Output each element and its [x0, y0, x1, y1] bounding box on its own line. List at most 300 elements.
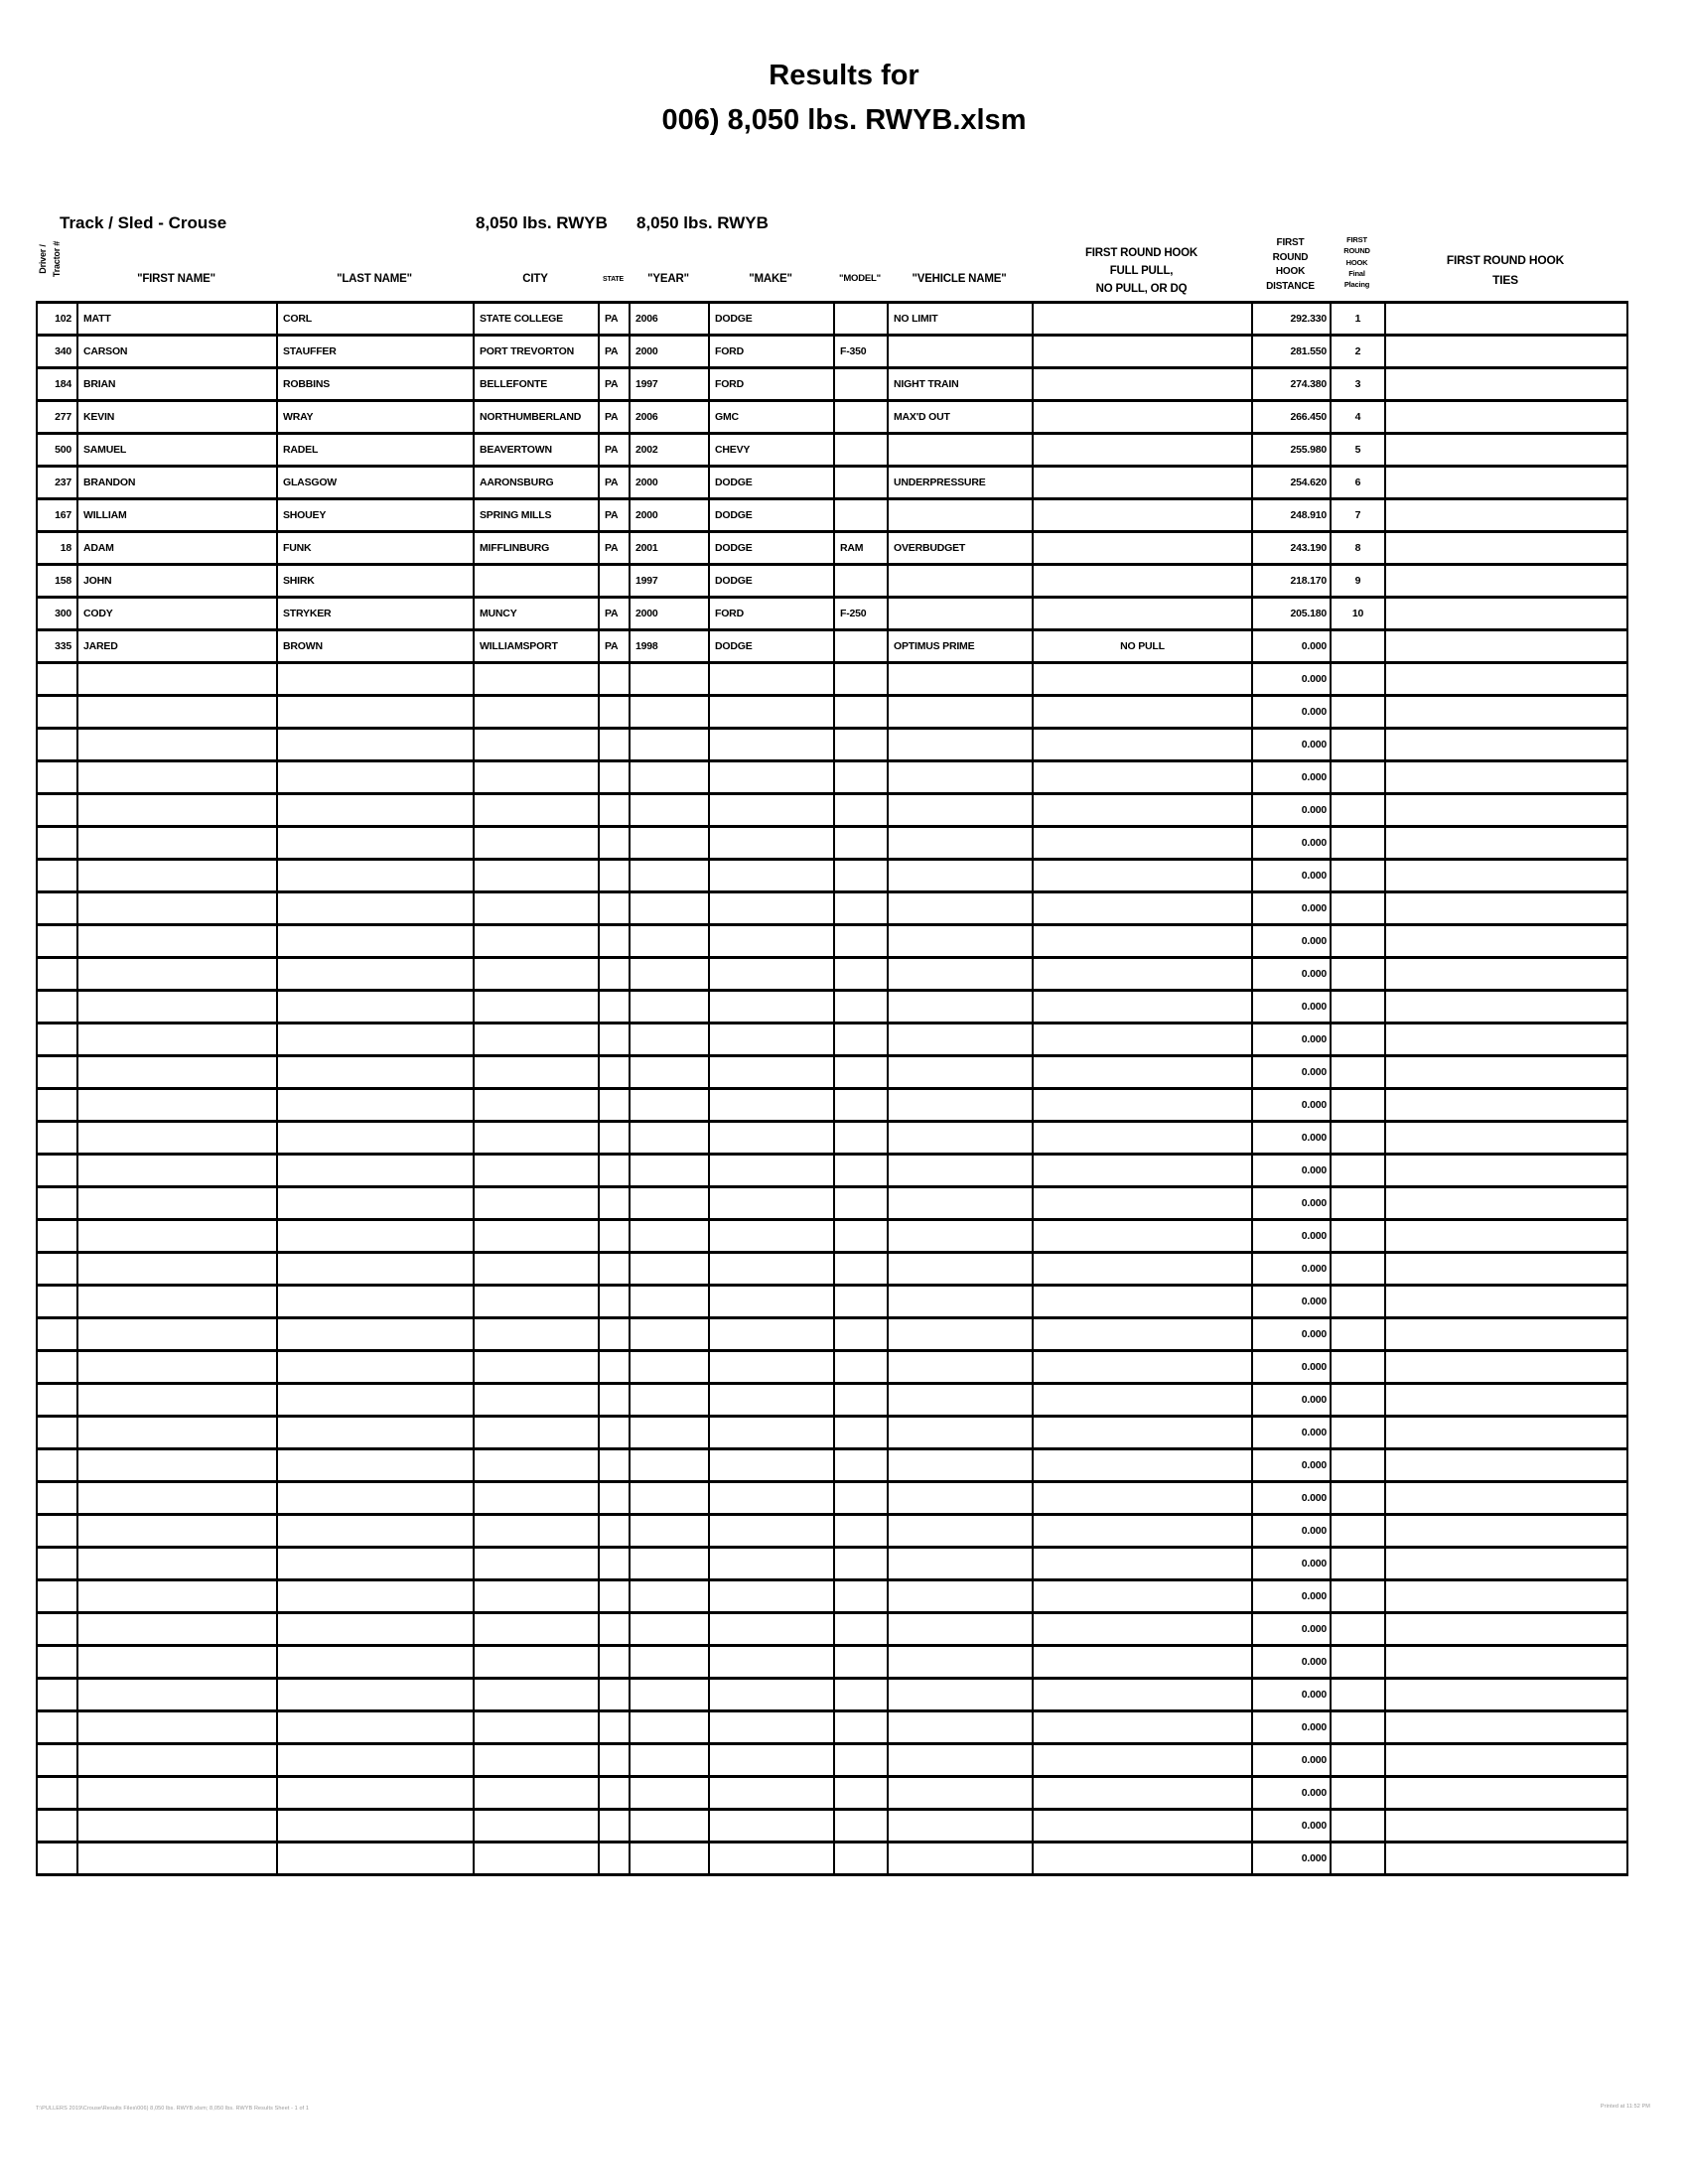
- cell-driver-number: [37, 1613, 77, 1646]
- cell-last-name: [277, 991, 474, 1024]
- cell-state: [599, 696, 630, 729]
- cell-last-name: [277, 1548, 474, 1580]
- cell-year: [630, 1711, 709, 1744]
- cell-last-name: [277, 794, 474, 827]
- cell-year: 2001: [630, 532, 709, 565]
- cell-placing: [1331, 1515, 1385, 1548]
- cell-full-pull: [1033, 1449, 1252, 1482]
- cell-distance: 0.000: [1252, 1318, 1331, 1351]
- cell-first-name: [77, 1613, 277, 1646]
- cell-last-name: [277, 1187, 474, 1220]
- cell-distance: 0.000: [1252, 1482, 1331, 1515]
- cell-ties: [1385, 761, 1627, 794]
- cell-year: 2006: [630, 303, 709, 336]
- table-row: [37, 1810, 1627, 1843]
- cell-year: [630, 761, 709, 794]
- cell-make: [709, 1679, 834, 1711]
- cell-vehicle-name: [888, 1253, 1033, 1286]
- cell-make: [709, 1318, 834, 1351]
- table-row: [37, 1417, 1627, 1449]
- cell-city: [474, 1810, 599, 1843]
- column-header-year: "YEAR": [647, 273, 689, 285]
- cell-model: [834, 1613, 888, 1646]
- cell-model: [834, 1777, 888, 1810]
- cell-year: [630, 991, 709, 1024]
- cell-state: [599, 1515, 630, 1548]
- cell-city: PORT TREVORTON: [474, 336, 599, 368]
- cell-full-pull: [1033, 565, 1252, 598]
- cell-last-name: STRYKER: [277, 598, 474, 630]
- cell-distance: 0.000: [1252, 696, 1331, 729]
- table-row: [37, 1777, 1627, 1810]
- cell-last-name: [277, 958, 474, 991]
- cell-vehicle-name: [888, 761, 1033, 794]
- cell-make: [709, 1384, 834, 1417]
- cell-year: 2000: [630, 467, 709, 499]
- cell-vehicle-name: [888, 1613, 1033, 1646]
- cell-distance: 0.000: [1252, 630, 1331, 663]
- cell-state: [599, 892, 630, 925]
- cell-model: [834, 958, 888, 991]
- cell-last-name: [277, 1286, 474, 1318]
- table-row: [37, 1613, 1627, 1646]
- cell-state: [599, 663, 630, 696]
- cell-full-pull: [1033, 1744, 1252, 1777]
- cell-state: [599, 1286, 630, 1318]
- cell-city: BEAVERTOWN: [474, 434, 599, 467]
- cell-ties: [1385, 794, 1627, 827]
- cell-full-pull: [1033, 729, 1252, 761]
- cell-model: [834, 499, 888, 532]
- cell-full-pull: [1033, 1220, 1252, 1253]
- cell-driver-number: 237: [37, 467, 77, 499]
- cell-city: [474, 663, 599, 696]
- cell-distance: 0.000: [1252, 1253, 1331, 1286]
- cell-make: DODGE: [709, 565, 834, 598]
- cell-year: [630, 1089, 709, 1122]
- cell-state: PA: [599, 303, 630, 336]
- cell-model: [834, 991, 888, 1024]
- cell-year: [630, 827, 709, 860]
- cell-driver-number: [37, 925, 77, 958]
- table-row: [37, 1744, 1627, 1777]
- cell-placing: [1331, 1024, 1385, 1056]
- cell-full-pull: [1033, 1351, 1252, 1384]
- table-row: [37, 794, 1627, 827]
- cell-vehicle-name: [888, 892, 1033, 925]
- cell-distance: 0.000: [1252, 1089, 1331, 1122]
- cell-driver-number: [37, 1351, 77, 1384]
- cell-city: [474, 1187, 599, 1220]
- cell-last-name: [277, 761, 474, 794]
- cell-driver-number: 335: [37, 630, 77, 663]
- cell-first-name: [77, 1155, 277, 1187]
- cell-state: [599, 1187, 630, 1220]
- cell-ties: [1385, 1515, 1627, 1548]
- cell-distance: 0.000: [1252, 1810, 1331, 1843]
- cell-ties: [1385, 1646, 1627, 1679]
- cell-placing: 5: [1331, 434, 1385, 467]
- cell-model: [834, 1810, 888, 1843]
- cell-state: [599, 1580, 630, 1613]
- cell-ties: [1385, 729, 1627, 761]
- cell-first-name: [77, 1384, 277, 1417]
- cell-year: [630, 729, 709, 761]
- cell-ties: [1385, 1777, 1627, 1810]
- cell-state: [599, 1548, 630, 1580]
- cell-driver-number: [37, 860, 77, 892]
- cell-model: [834, 827, 888, 860]
- cell-model: [834, 860, 888, 892]
- cell-model: [834, 1580, 888, 1613]
- cell-driver-number: 500: [37, 434, 77, 467]
- column-header-vehicle-name: "VEHICLE NAME": [912, 273, 1007, 285]
- cell-driver-number: 158: [37, 565, 77, 598]
- cell-placing: 2: [1331, 336, 1385, 368]
- cell-model: [834, 630, 888, 663]
- cell-full-pull: [1033, 401, 1252, 434]
- cell-model: [834, 303, 888, 336]
- table-row: [37, 1580, 1627, 1613]
- cell-full-pull: [1033, 892, 1252, 925]
- cell-last-name: [277, 729, 474, 761]
- cell-first-name: BRANDON: [77, 467, 277, 499]
- cell-ties: [1385, 565, 1627, 598]
- cell-city: [474, 1155, 599, 1187]
- cell-driver-number: [37, 1646, 77, 1679]
- cell-first-name: [77, 696, 277, 729]
- column-header-ties: FIRST ROUND HOOK TIES: [1446, 253, 1565, 288]
- cell-vehicle-name: [888, 1417, 1033, 1449]
- cell-ties: [1385, 1384, 1627, 1417]
- cell-vehicle-name: [888, 565, 1033, 598]
- table-row: [37, 1449, 1627, 1482]
- cell-year: 2002: [630, 434, 709, 467]
- cell-placing: [1331, 1384, 1385, 1417]
- cell-first-name: [77, 1711, 277, 1744]
- cell-last-name: FUNK: [277, 532, 474, 565]
- cell-first-name: KEVIN: [77, 401, 277, 434]
- cell-city: [474, 1384, 599, 1417]
- cell-distance: 0.000: [1252, 1613, 1331, 1646]
- column-header-state: STATE: [603, 276, 624, 283]
- page-title-line2: 006) 8,050 lbs. RWYB.xlsm: [661, 104, 1027, 136]
- cell-last-name: [277, 663, 474, 696]
- cell-full-pull: [1033, 1253, 1252, 1286]
- cell-state: PA: [599, 368, 630, 401]
- cell-vehicle-name: [888, 1646, 1033, 1679]
- cell-last-name: [277, 1253, 474, 1286]
- cell-full-pull: [1033, 1187, 1252, 1220]
- cell-driver-number: [37, 991, 77, 1024]
- cell-first-name: [77, 1679, 277, 1711]
- table-row: [37, 827, 1627, 860]
- cell-model: [834, 1220, 888, 1253]
- cell-city: [474, 1220, 599, 1253]
- cell-model: [834, 1253, 888, 1286]
- cell-distance: 0.000: [1252, 1580, 1331, 1613]
- cell-make: [709, 1089, 834, 1122]
- cell-city: [474, 1777, 599, 1810]
- cell-placing: [1331, 1777, 1385, 1810]
- cell-distance: 0.000: [1252, 1417, 1331, 1449]
- table-row: [37, 401, 1627, 434]
- cell-make: DODGE: [709, 303, 834, 336]
- cell-year: 2000: [630, 499, 709, 532]
- cell-vehicle-name: [888, 336, 1033, 368]
- cell-first-name: [77, 1482, 277, 1515]
- cell-distance: 0.000: [1252, 1024, 1331, 1056]
- cell-last-name: [277, 1417, 474, 1449]
- cell-full-pull: [1033, 1318, 1252, 1351]
- cell-make: FORD: [709, 598, 834, 630]
- cell-state: [599, 1155, 630, 1187]
- cell-vehicle-name: [888, 729, 1033, 761]
- cell-ties: [1385, 1155, 1627, 1187]
- cell-placing: [1331, 1843, 1385, 1875]
- cell-distance: 255.980: [1252, 434, 1331, 467]
- cell-full-pull: [1033, 532, 1252, 565]
- cell-placing: [1331, 1056, 1385, 1089]
- cell-first-name: ADAM: [77, 532, 277, 565]
- cell-distance: 0.000: [1252, 1286, 1331, 1318]
- cell-distance: 0.000: [1252, 1843, 1331, 1875]
- cell-driver-number: [37, 1482, 77, 1515]
- cell-first-name: CODY: [77, 598, 277, 630]
- cell-state: PA: [599, 336, 630, 368]
- cell-last-name: [277, 1024, 474, 1056]
- cell-last-name: GLASGOW: [277, 467, 474, 499]
- cell-full-pull: [1033, 1286, 1252, 1318]
- cell-vehicle-name: [888, 499, 1033, 532]
- cell-year: [630, 1843, 709, 1875]
- class-label-2: 8,050 lbs. RWYB: [636, 213, 769, 232]
- cell-model: [834, 1482, 888, 1515]
- cell-model: [834, 1711, 888, 1744]
- cell-last-name: [277, 1155, 474, 1187]
- cell-vehicle-name: [888, 663, 1033, 696]
- cell-ties: [1385, 827, 1627, 860]
- cell-state: [599, 1253, 630, 1286]
- cell-last-name: WRAY: [277, 401, 474, 434]
- cell-driver-number: [37, 1810, 77, 1843]
- cell-driver-number: [37, 1777, 77, 1810]
- cell-year: [630, 1449, 709, 1482]
- cell-vehicle-name: NIGHT TRAIN: [888, 368, 1033, 401]
- cell-full-pull: [1033, 1810, 1252, 1843]
- cell-state: [599, 991, 630, 1024]
- cell-model: [834, 1548, 888, 1580]
- cell-model: [834, 1384, 888, 1417]
- cell-vehicle-name: [888, 598, 1033, 630]
- cell-make: [709, 1843, 834, 1875]
- cell-state: PA: [599, 467, 630, 499]
- cell-model: [834, 467, 888, 499]
- cell-ties: [1385, 368, 1627, 401]
- cell-vehicle-name: MAX'D OUT: [888, 401, 1033, 434]
- cell-year: [630, 1155, 709, 1187]
- cell-state: [599, 1089, 630, 1122]
- cell-placing: [1331, 761, 1385, 794]
- cell-ties: [1385, 860, 1627, 892]
- cell-driver-number: 18: [37, 532, 77, 565]
- cell-ties: [1385, 991, 1627, 1024]
- cell-distance: 0.000: [1252, 663, 1331, 696]
- cell-city: [474, 1122, 599, 1155]
- cell-year: [630, 1777, 709, 1810]
- column-header-driver-tractor: [36, 220, 76, 298]
- cell-make: [709, 1580, 834, 1613]
- cell-distance: 243.190: [1252, 532, 1331, 565]
- cell-vehicle-name: UNDERPRESSURE: [888, 467, 1033, 499]
- cell-placing: [1331, 1351, 1385, 1384]
- cell-ties: [1385, 1613, 1627, 1646]
- cell-distance: 0.000: [1252, 794, 1331, 827]
- table-row: [37, 1515, 1627, 1548]
- cell-first-name: [77, 1220, 277, 1253]
- cell-make: [709, 1548, 834, 1580]
- cell-city: [474, 1548, 599, 1580]
- cell-year: [630, 1286, 709, 1318]
- cell-city: [474, 1646, 599, 1679]
- cell-state: [599, 761, 630, 794]
- table-row: [37, 1122, 1627, 1155]
- cell-first-name: [77, 1351, 277, 1384]
- cell-last-name: [277, 1810, 474, 1843]
- cell-year: [630, 1253, 709, 1286]
- cell-driver-number: [37, 1253, 77, 1286]
- cell-last-name: CORL: [277, 303, 474, 336]
- cell-make: [709, 1810, 834, 1843]
- cell-placing: [1331, 1220, 1385, 1253]
- cell-full-pull: [1033, 336, 1252, 368]
- cell-state: [599, 1613, 630, 1646]
- column-header-last-name: "LAST NAME": [337, 273, 412, 285]
- cell-distance: 248.910: [1252, 499, 1331, 532]
- cell-ties: [1385, 1417, 1627, 1449]
- cell-city: [474, 1318, 599, 1351]
- cell-full-pull: [1033, 1482, 1252, 1515]
- cell-city: [474, 1482, 599, 1515]
- table-row: [37, 1220, 1627, 1253]
- cell-driver-number: [37, 1515, 77, 1548]
- cell-state: PA: [599, 532, 630, 565]
- cell-year: [630, 1384, 709, 1417]
- cell-placing: [1331, 1580, 1385, 1613]
- table-row: [37, 860, 1627, 892]
- cell-first-name: [77, 1286, 277, 1318]
- cell-distance: 0.000: [1252, 1351, 1331, 1384]
- cell-model: [834, 1417, 888, 1449]
- cell-city: [474, 827, 599, 860]
- cell-placing: [1331, 827, 1385, 860]
- table-row: [37, 532, 1627, 565]
- cell-first-name: WILLIAM: [77, 499, 277, 532]
- cell-first-name: [77, 761, 277, 794]
- cell-first-name: [77, 1777, 277, 1810]
- cell-vehicle-name: [888, 827, 1033, 860]
- cell-ties: [1385, 696, 1627, 729]
- cell-state: PA: [599, 499, 630, 532]
- cell-make: [709, 1187, 834, 1220]
- cell-year: [630, 696, 709, 729]
- cell-placing: [1331, 1613, 1385, 1646]
- cell-placing: 10: [1331, 598, 1385, 630]
- cell-make: GMC: [709, 401, 834, 434]
- cell-full-pull: [1033, 1122, 1252, 1155]
- cell-model: [834, 401, 888, 434]
- cell-city: WILLIAMSPORT: [474, 630, 599, 663]
- cell-city: [474, 860, 599, 892]
- cell-vehicle-name: [888, 1089, 1033, 1122]
- cell-city: [474, 1515, 599, 1548]
- cell-distance: 0.000: [1252, 729, 1331, 761]
- cell-last-name: [277, 1056, 474, 1089]
- cell-first-name: [77, 1122, 277, 1155]
- column-header-city: CITY: [522, 273, 548, 285]
- cell-model: F-350: [834, 336, 888, 368]
- cell-model: [834, 892, 888, 925]
- cell-full-pull: [1033, 1417, 1252, 1449]
- cell-make: [709, 827, 834, 860]
- cell-model: [834, 1646, 888, 1679]
- cell-vehicle-name: [888, 1580, 1033, 1613]
- cell-city: [474, 696, 599, 729]
- cell-year: [630, 1220, 709, 1253]
- cell-state: [599, 1482, 630, 1515]
- cell-state: [599, 1351, 630, 1384]
- cell-first-name: [77, 991, 277, 1024]
- cell-last-name: [277, 1679, 474, 1711]
- cell-distance: 218.170: [1252, 565, 1331, 598]
- cell-model: [834, 729, 888, 761]
- cell-model: [834, 925, 888, 958]
- cell-vehicle-name: NO LIMIT: [888, 303, 1033, 336]
- table-row: [37, 336, 1627, 368]
- cell-first-name: [77, 1744, 277, 1777]
- cell-placing: [1331, 663, 1385, 696]
- cell-model: [834, 1843, 888, 1875]
- cell-model: [834, 1318, 888, 1351]
- cell-year: 2000: [630, 336, 709, 368]
- cell-make: [709, 1056, 834, 1089]
- cell-year: [630, 794, 709, 827]
- cell-first-name: [77, 663, 277, 696]
- cell-placing: [1331, 1122, 1385, 1155]
- cell-driver-number: [37, 696, 77, 729]
- cell-year: [630, 1187, 709, 1220]
- cell-placing: [1331, 1089, 1385, 1122]
- cell-vehicle-name: [888, 1548, 1033, 1580]
- cell-distance: 0.000: [1252, 958, 1331, 991]
- cell-distance: 0.000: [1252, 1711, 1331, 1744]
- cell-make: [709, 1777, 834, 1810]
- cell-full-pull: [1033, 1515, 1252, 1548]
- cell-vehicle-name: OVERBUDGET: [888, 532, 1033, 565]
- cell-city: MIFFLINBURG: [474, 532, 599, 565]
- cell-driver-number: [37, 1286, 77, 1318]
- column-header-distance: FIRST ROUND HOOK DISTANCE: [1266, 237, 1315, 292]
- cell-placing: [1331, 1318, 1385, 1351]
- cell-vehicle-name: [888, 1810, 1033, 1843]
- table-row: [37, 663, 1627, 696]
- cell-ties: [1385, 630, 1627, 663]
- cell-vehicle-name: [888, 434, 1033, 467]
- cell-vehicle-name: [888, 1449, 1033, 1482]
- cell-full-pull: [1033, 499, 1252, 532]
- cell-make: CHEVY: [709, 434, 834, 467]
- cell-city: [474, 761, 599, 794]
